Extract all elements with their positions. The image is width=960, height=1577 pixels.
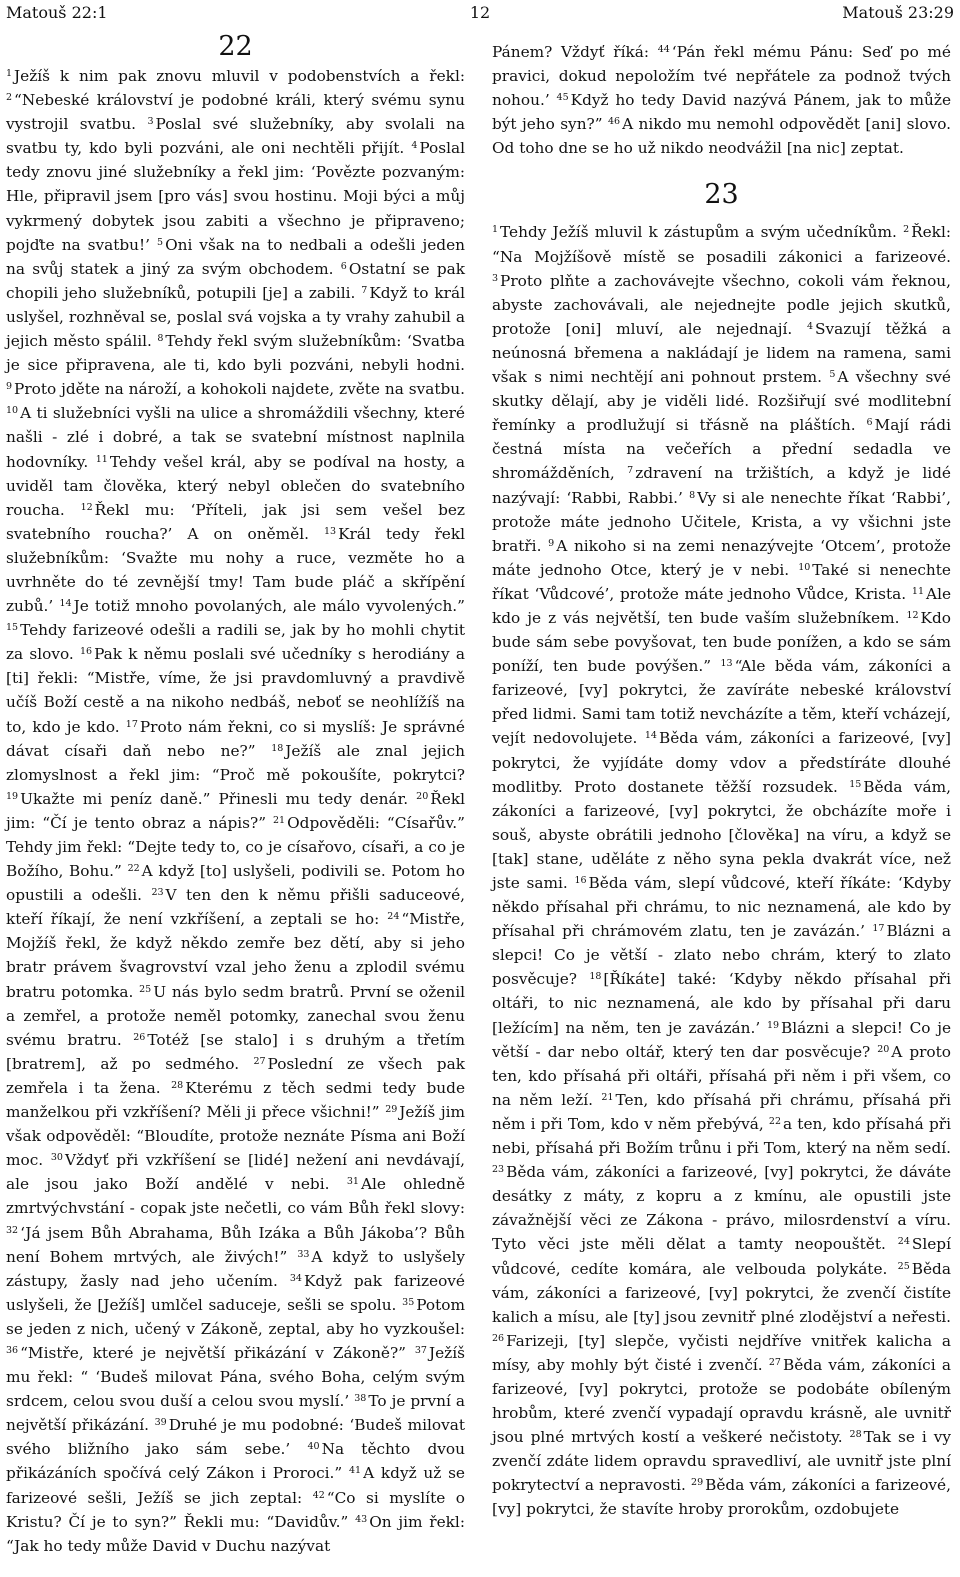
- verse: [6, 790, 408, 808]
- verse-number: 33: [297, 1248, 310, 1260]
- verse-number: 23: [492, 1164, 505, 1176]
- verse-text: Kterému z těch sedmi tedy bude manželkou při vzkříšení? Měli ji přece všichni!”: [6, 1078, 466, 1122]
- verse-number: 20: [416, 790, 429, 802]
- verse-number: 25: [897, 1260, 910, 1272]
- verse-text: Běda vám, zákoníci a farizeové, [vy] pokrytci, že zvenčí čistíte kalich a mísu, ale [ty] jsou zevnitř plné zlodějství a neřesti.: [492, 1259, 951, 1326]
- verse-text: Běda vám, zákoníci a farizeové, [vy] pokrytci, že dáváte desátky z máty, z kopru a z kmínu, ale opustili jste závažnější věci ze Zákona - právo, milosrdenství a víru. Tyto věci jste měli dělat a tamty neopouštět.: [492, 1163, 951, 1254]
- chapter-heading-22: 22: [218, 31, 253, 62]
- verse-text: Pak k němu poslali své učedníky s herodiány a [ti] řekli: “Mistře, víme, že jsi pravdomluvný a pravdivě učíš Boží cestě a na nikoho nedbáš, neboť se neohlížíš na to, kdo je kdo.: [6, 645, 465, 736]
- verse-text: “Mistře, které je největší přikázání v Zákoně?”: [20, 1343, 406, 1362]
- verse-text: A nikoho si na zemi nenazývejte ‘Otcem’, protože máte jednoho Otce, který je v nebi.: [492, 536, 951, 579]
- verse-text: Oni však na to nedbali a odešli jeden na svůj statek a jiný za svým obchodem.: [6, 235, 465, 278]
- verse-text: Řekl jim: “Čí je tento obraz a nápis?”: [6, 789, 465, 832]
- verse-number: 4: [806, 320, 814, 332]
- verse-number: 42: [312, 1489, 325, 1501]
- verse-text: Pánem? Vždyť říká:: [492, 43, 650, 61]
- verse-text: Vy si ale nenechte říkat ‘Rabbi’, protože máte jednoho Učitele, Krista, a vy všichni jste bratři.: [492, 488, 951, 555]
- verse-text: Když to král uslyšel, rozhněval se, poslal svá vojska a ty vrahy zahubil a jejich město spálil.: [6, 283, 465, 351]
- verse: [59, 597, 465, 615]
- verse-number: 19: [6, 790, 19, 802]
- verse-number: 8: [689, 489, 696, 501]
- verse-number: 18: [271, 742, 284, 754]
- verse-number: 10: [6, 405, 19, 417]
- verse-text: A všechny své skutky dělají, aby je viděli lidé. Rozšiřují své modlitební řemínky a prodlužují si třásně na pláštích.: [492, 368, 951, 435]
- verse: [6, 1344, 406, 1362]
- verse-text: Mají rádi čestná místa na večeřích a přední sedadla ve shromážděních,: [492, 416, 951, 483]
- verse-number: 30: [50, 1152, 63, 1164]
- verse-number: 14: [644, 730, 657, 742]
- verse-number: 13: [720, 658, 733, 670]
- verse-text: V ten den k němu přišli saduceové, kteří říkají, že není vzkříšení, a zeptali se ho:: [6, 886, 465, 929]
- verse-number: 12: [906, 609, 919, 621]
- verse-text: Když pak farizeové uslyšeli, že [Ježíš] umlčel saduceje, sešli se spolu.: [6, 1271, 465, 1314]
- verse-number: 8: [157, 333, 164, 345]
- verse-number: 9: [548, 537, 555, 549]
- verse-text: U nás bylo sedm bratrů. První se oženil a zemřel, a protože neměl potomky, zanechal svou ženu svému bratru.: [6, 982, 465, 1049]
- verse-text: Tak se i vy zvenčí zdáte lidem opravdu spravedliví, ale uvnitř jste plní pokrytectví a nepravosti.: [492, 1428, 951, 1495]
- verse-number: 21: [601, 1091, 614, 1103]
- verse-number: 3: [147, 116, 154, 128]
- verse-number: 43: [355, 1513, 368, 1525]
- verse-number: 22: [127, 863, 140, 875]
- verse-text: Tehdy řekl svým služebníkům: ‘Svatba je sice připravena, ale ti, kdo byli pozváni, nebyli hodni.: [6, 332, 465, 375]
- verse-text: A nikdo mu nemohl odpovědět [ani] slovo. Od toho dne se ho už nikdo neodvážil [na nic] zeptat.: [492, 115, 952, 158]
- verse-text: Ježíš k nim pak znovu mluvil v podobenstvích a řekl:: [14, 67, 465, 85]
- verse-number: 25: [139, 983, 152, 995]
- verse-text: Poslal tedy znovu jiné služebníky a řekl jim: ‘Povězte pozvaným: Hle, připravil jsem [pro vás] svou hostinu. Moji býci a můj vykrmený dobytek jsou zabiti a všechno je připraveno; pojďte na svatbu!’: [6, 139, 465, 254]
- verse-number: 16: [574, 875, 587, 886]
- verse-text: Blázni a slepci! Co je větší - dar nebo oltář, který ten dar posvěcuje?: [492, 1018, 951, 1061]
- verse-number: 27: [253, 1055, 266, 1067]
- verse-text: Blázni a slepci! Co je větší - zlato nebo chrám, který to zlato posvěcuje?: [492, 922, 951, 989]
- verse-text: Poslal své služebníky, aby svolali na svatbu ty, kdo byli pozváni, ale oni nechtěli přijít.: [6, 115, 465, 158]
- verse-text: On jim řekl: “Jak ho tedy může David v Duchu nazývat: [6, 1512, 465, 1555]
- verse-text: “Co si myslíte o Kristu? Čí je to syn?” Řekli mu: “Davidův.”: [6, 1488, 465, 1531]
- verse-text: Totéž [se stalo] i s druhým a třetím [bratrem], až po sedmého.: [6, 1030, 465, 1073]
- verse-number: 18: [589, 971, 602, 983]
- verse-text: “Ale běda vám, zákoníci a farizeové, [vy] pokrytci, že zavíráte nebeské království před lidmi. Sami tam totiž nevcházíte a těm, kteří vcházejí, vejít nedovolujete.: [492, 657, 951, 748]
- verse-text: Kdo bude sám sebe povyšovat, ten bude ponížen, a kdo se sám poníží, ten bude povýšen.”: [492, 608, 951, 676]
- verse-text: Ostatní se pak chopili jeho služebníků, potupili [je] a zabili.: [6, 259, 465, 302]
- verse-text: Potom se jeden z nich, učený v Zákoně, zeptal, aby ho vyzkoušel:: [6, 1295, 465, 1338]
- verse-number: 17: [872, 923, 885, 935]
- verse-text: A když to uslyšely zástupy, žasly nad jeho učením.: [6, 1247, 465, 1290]
- verse-text: Na těchto dvou přikázáních spočívá celý Zákon i Proroci.”: [6, 1440, 465, 1483]
- verse-text: Řekl: “Na Mojžíšově místě se posadili zákonici a farizeové.: [492, 223, 951, 266]
- verse-number: 10: [798, 561, 811, 573]
- verse-number: 32: [6, 1224, 19, 1236]
- verse-number: 1: [6, 68, 13, 79]
- page-number: 12: [469, 3, 491, 22]
- left-column: [6, 30, 465, 1558]
- verse: [6, 67, 465, 85]
- verse-number: 34: [289, 1272, 302, 1284]
- verse-text: To je první a největší přikázání.: [6, 1392, 466, 1435]
- verse-text: Vždyť při vzkříšení se [lidé] nežení ani nevdávají, ale jsou jako Boží andělé v nebi.: [6, 1151, 465, 1194]
- verse-number: 35: [402, 1296, 415, 1308]
- verse-text: Proto jděte na nároží, a kohokoli najdete, zvěte na svatbu.: [14, 380, 465, 399]
- verse-number: 44: [657, 44, 670, 55]
- verse-number: 27: [768, 1356, 781, 1368]
- verse: [6, 380, 465, 398]
- verse-number: 41: [348, 1465, 362, 1477]
- verse-number: 12: [80, 501, 93, 513]
- verse-text: Také si nenechte říkat ‘Vůdcové’, protože máte jednoho Vůdce, Krista.: [492, 560, 951, 603]
- chapter-22-continuation-text: [492, 40, 951, 160]
- verse-text: Svazují těžká a neúnosná břemena a nakládají je lidem na ramena, sami však s nimi nechtějí ani pohnout prstem.: [492, 319, 952, 387]
- verse-number: 15: [849, 778, 862, 790]
- verse-text: Ale kdo je z vás největší, ten bude vaším služebníkem.: [492, 584, 952, 627]
- verse-number: 11: [911, 585, 925, 597]
- verse-text: Farizeji, [ty] slepče, vyčisti nejdříve vnitřek kalicha a mísy, aby mohly být čisté i zvenčí.: [492, 1331, 951, 1374]
- verse-text: Běda vám, zákoníci a farizeové, [vy] pokrytci, že vyjídáte domy vdov a předstíráte dlouhé modlitby. Proto dostanete těžší rozsudek.: [492, 729, 951, 796]
- verse-text: A když [to] uslyšeli, podivili se. Potom ho opustili a odešli.: [6, 862, 465, 905]
- verse-text: Ten, kdo přísahá při chrámu, přísahá při něm i při Tom, kdo v něm přebývá,: [492, 1090, 951, 1133]
- verse-number: 36: [6, 1344, 19, 1356]
- verse-text: Tehdy farizeové odešli a radili se, jak by ho mohli chytit za slovo.: [6, 621, 465, 664]
- verse-text: Běda vám, zákoníci a farizeové, [vy] pokrytci, že stavíte hroby prorokům, ozdobujete: [492, 1476, 951, 1519]
- verse-text: Odpověděli: “Císařův.” Tehdy jim řekl: “Dejte tedy to, co je císařovo, císaři, a co je Božího, Bohu.”: [6, 813, 465, 881]
- verse-text: [Říkáte] také: ‘Kdyby někdo přísahal při oltáři, to nic neznamená, ale kdo by přísahal při daru [ležícím] na něm, ten je zavázán.’: [492, 970, 951, 1037]
- verse-text: Ale ohledně zmrtvýchvstání - copak jste nečetli, co vám Bůh řekl slovy:: [6, 1175, 465, 1218]
- verse-text: ‘Já jsem Bůh Abrahama, Bůh Izáka a Bůh Jákoba’? Bůh není Bohem mrtvých, ale živých!”: [6, 1223, 465, 1266]
- verse-number: 26: [133, 1031, 146, 1043]
- verse-text: A proto ten, kdo přísahá při oltáři, přísahá při něm i při všem, co na něm leží.: [492, 1042, 951, 1109]
- verse-text: a ten, kdo přísahá při nebi, přísahá při Božím trůnu i při Tom, který na něm sedí.: [492, 1114, 951, 1158]
- chapter-heading-23: 23: [704, 179, 739, 211]
- verse-number: 14: [59, 598, 72, 610]
- verse-number: 13: [323, 525, 337, 537]
- verse-number: 3: [492, 272, 499, 284]
- verse-number: 24: [387, 911, 400, 923]
- verse-number: 7: [627, 465, 634, 477]
- verse-text: Je totiž mnoho povolaných, ale málo vyvolených.”: [73, 597, 465, 616]
- verse-number: 5: [157, 236, 164, 248]
- verse-number: 26: [492, 1332, 505, 1344]
- verse-number: 31: [346, 1176, 359, 1188]
- verse-text: “Mistře, Mojžíš řekl, že když někdo zemře bez dětí, aby si jeho bratr právem švagrovství vzal jeho ženu a zplodil svému bratru potomka.: [6, 910, 465, 1001]
- verse-text: Řekl mu: ‘Příteli, jak jsi sem vešel bez svatebního roucha?’ A on oněměl.: [6, 500, 465, 543]
- verse-number: 46: [607, 116, 621, 128]
- right-column: [492, 40, 951, 1522]
- verse-text: “Nebeské království je podobné králi, který svému synu vystrojil svatbu.: [6, 91, 465, 134]
- verse-text: Tehdy Ježíš mluvil k zástupům a svým učedníkům.: [500, 223, 897, 242]
- verse: [492, 43, 649, 61]
- verse-number: 29: [691, 1477, 704, 1489]
- verse-number: 7: [361, 284, 368, 296]
- verse-number: 17: [125, 718, 138, 730]
- verse-number: 23: [151, 887, 164, 899]
- verse-text: A ti služebníci vyšli na ulice a shromáždili všechny, které našli - zlé i dobré, a tak se svatební místnost naplnila hodovníky.: [6, 404, 465, 471]
- verse-text: ‘Pán řekl mému Pánu: Seď po mé pravici, dokud nepoložím tvé nepřátele za podnož tvých nohou.’: [492, 43, 951, 110]
- verse-text: Běda vám, zákoníci a farizeové, [vy] pokrytci, že obcházíte moře i souš, abyste obrátili jednoho [člověka] na víru, a když se [tak] stane, uděláte z něho syna pekla dvakrát více, než jste sami.: [492, 777, 951, 892]
- verse-text: Druhé je mu podobné: ‘Budeš milovat svého bližního jako sám sebe.’: [6, 1416, 466, 1459]
- verse-text: Běda vám, slepí vůdcové, kteří říkáte: ‘Kdyby někdo přísahal při chrámu, to nic neznamená, ale kdo by přísahal při chrámovém zlatu, ten je zavázán.’: [492, 874, 951, 941]
- verse-text: zdravení na tržištích, a když je lidé nazývají: ‘Rabbi, Rabbi.’: [492, 464, 951, 507]
- verse-number: 16: [79, 646, 93, 658]
- verse-number: 39: [154, 1417, 167, 1429]
- verse-text: Ježíš jim však odpověděl: “Bloudíte, protože neznáte Písma ani Boží moc.: [6, 1103, 465, 1170]
- verse-text: Slepí vůdcové, cedíte komára, ale velbouda polykáte.: [492, 1235, 951, 1278]
- verse-text: Běda vám, zákoníci a farizeové, [vy] pokrytci, protože se podobáte obíleným hrobům, které zvenčí vypadají opravdu krásně, ale uvnitř jsou plné mrtvých kostí a veškeré nečistoty.: [492, 1355, 951, 1447]
- verse-number: 28: [171, 1079, 184, 1091]
- header-reference-end: Matouš 23:29: [842, 3, 954, 22]
- verse-text: Ježíš mu řekl: “ ‘Budeš milovat Pána, svého Boha, celým svým srdcem, celou svou duší a celou svou myslí.’: [6, 1343, 465, 1411]
- verse-text: Proto nám řekni, co si myslíš: Je správné dávat císaři daň nebo ne?”: [6, 717, 465, 760]
- chapter-23-text: [492, 220, 951, 1521]
- verse-number: 38: [354, 1393, 367, 1405]
- verse-text: Proto plňte a zachovávejte všechno, cokoli vám řeknou, abyste zachovávali, ale nejednejte podle jejich skutků, protože [oni] mluví, ale nejednají.: [492, 271, 951, 338]
- verse-text: Tehdy vešel král, aby se podíval na hosty, a uviděl tam člověka, který nebyl oblečen do svatebního roucha.: [6, 452, 465, 519]
- verse: [492, 1163, 951, 1253]
- verse-number: 11: [95, 453, 108, 465]
- verse-number: 5: [829, 369, 836, 381]
- verse-text: Poslední ze všech pak zemřela i ta žena.: [6, 1054, 465, 1097]
- verse: [492, 223, 897, 241]
- verse-number: 2: [903, 224, 910, 236]
- verse-number: 6: [866, 417, 873, 429]
- verse-number: 19: [766, 1019, 780, 1031]
- verse-number: 2: [6, 92, 13, 104]
- verse-number: 29: [385, 1104, 398, 1116]
- chapter-22-text: [6, 64, 465, 1558]
- verse-text: Ukažte mi peníz daně.” Přinesli mu tedy denár.: [20, 789, 409, 808]
- verse-number: 15: [6, 622, 19, 634]
- verse-text: Král tedy řekl služebníkům: ‘Svažte mu nohy a ruce, vezměte ho a uvrhněte do té zevnější tmy! Tam bude pláč a skřípění zubů.’: [6, 524, 465, 616]
- verse-number: 20: [877, 1043, 890, 1055]
- verse-number: 9: [6, 381, 13, 393]
- verse-number: 40: [307, 1441, 320, 1453]
- verse-number: 45: [556, 92, 569, 104]
- verse-text: Ježíš ale znal jejich zlomyslnost a řekl jim: “Proč mě pokoušíte, pokrytci?: [6, 741, 465, 784]
- verse-number: 22: [768, 1115, 781, 1127]
- verse-number: 6: [340, 260, 347, 272]
- verse-number: 37: [414, 1344, 427, 1356]
- verse-number: 4: [411, 140, 418, 152]
- verse-number: 24: [897, 1236, 910, 1248]
- verse-text: A když už se farizeové sešli, Ježíš se jich zeptal:: [6, 1464, 465, 1507]
- running-header: [6, 2, 954, 24]
- verse-number: 1: [492, 224, 499, 236]
- header-reference-start: Matouš 22:1: [6, 3, 108, 22]
- verse-text: Když ho tedy David nazývá Pánem, jak to může být jeho syn?”: [492, 91, 951, 134]
- verse-number: 21: [273, 814, 286, 826]
- verse-number: 28: [849, 1429, 862, 1441]
